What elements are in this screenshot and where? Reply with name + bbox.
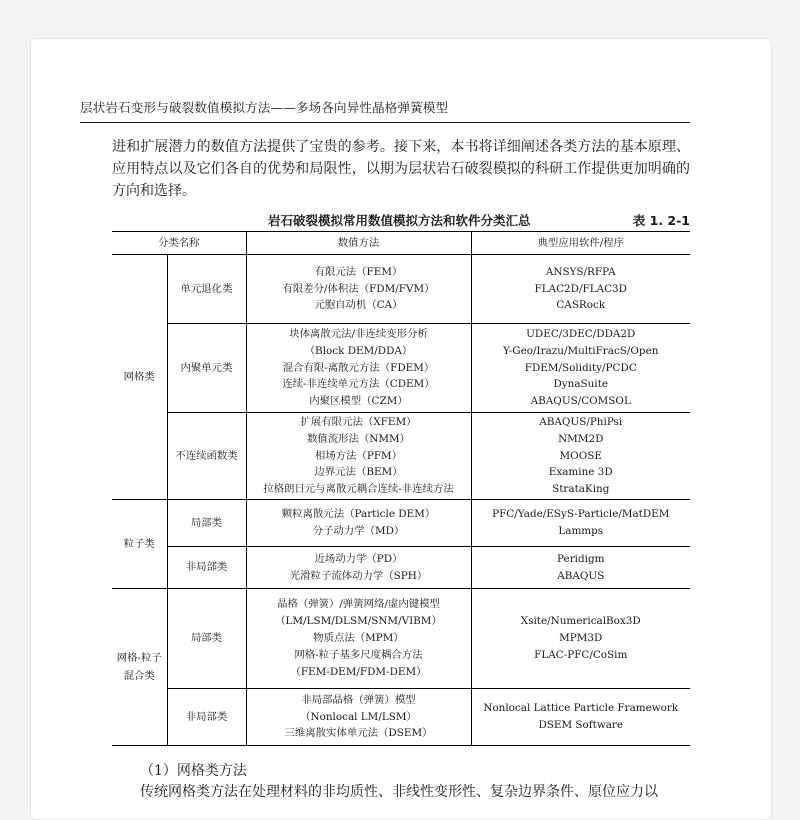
method-cell-line: （LM/LSM/DLSM/SNM/VIBM） xyxy=(275,615,442,628)
software-cell-line: DSEM Software xyxy=(538,719,624,731)
method-cell-line: 拉格朗日元与离散元耦合连续-非连续方法 xyxy=(263,483,454,496)
method-cell-line: 近场动力学（PD） xyxy=(314,552,403,565)
software-cell-line: DynaSuite xyxy=(553,378,609,391)
method-cell-line: 光滑粒子流体动力学（SPH） xyxy=(289,569,428,582)
software-cell-line: FLAC-PFC/CoSim xyxy=(534,648,628,661)
software-cell-line: FDEM/Solidity/PCDC xyxy=(524,361,637,374)
table-row xyxy=(112,500,690,547)
method-cell-line: 晶格（弹簧）/弹簧网络/虚内键模型 xyxy=(277,598,440,611)
body-paragraph-top: 进和扩展潜力的数值方法提供了宝贵的参考。接下来，本书将详细阐述各类方法的基本原理、应用特点以及它们各自的优势和局限性，以期为层状岩石破裂模拟的科研工作提供更加明确的方向和选择。 xyxy=(112,139,690,199)
method-cell-line: 混合有限-离散元方法（FDEM） xyxy=(282,361,435,374)
method-cell-line: 颗粒离散元法（Particle DEM） xyxy=(281,508,436,521)
sub-category-line: 局部类 xyxy=(190,632,223,645)
method-cell xyxy=(246,500,471,547)
software-cell-line: UDEC/3DEC/DDA2D xyxy=(526,327,636,340)
method-cell-line: 连续-非连续单元方法（CDEM） xyxy=(282,378,435,391)
method-cell xyxy=(246,589,471,689)
method-cell xyxy=(246,255,471,324)
software-cell xyxy=(471,413,690,500)
sub-category-line: 内聚单元类 xyxy=(180,361,233,374)
running-header: 层状岩石变形与破裂数值模拟方法——多场各向异性晶格弹簧模型 xyxy=(80,98,690,123)
software-cell-line: MOOSE xyxy=(559,449,602,462)
software-cell-line: Lammps xyxy=(558,525,604,537)
software-cell-line: ABAQUS/PhiPsi xyxy=(539,415,623,428)
software-cell xyxy=(471,500,690,547)
sub-category xyxy=(167,689,246,746)
method-cell xyxy=(246,689,471,746)
method-cell-line: （Block DEM/DDA） xyxy=(304,344,413,357)
method-cell xyxy=(246,413,471,500)
sub-category xyxy=(167,547,246,589)
method-cell xyxy=(246,547,471,589)
sub-category xyxy=(167,255,246,324)
sub-category-line: 非局部类 xyxy=(185,561,228,574)
major-category xyxy=(112,255,167,500)
software-cell-line: ABAQUS/COMSOL xyxy=(530,395,631,408)
table-number: 表 1. 2-1 xyxy=(632,213,690,228)
table-row xyxy=(112,413,690,500)
method-cell-line: 有限元法（FEM） xyxy=(314,265,403,278)
method-cell-line: 块体离散元法/非连续变形分析 xyxy=(289,327,428,340)
method-cell-line: 有限差分/体积法（FDM/FVM） xyxy=(282,282,435,295)
sub-category xyxy=(167,500,246,547)
method-cell-line: 分子动力学（MD） xyxy=(312,525,405,537)
method-cell-line: 三维离散实体单元法（DSEM） xyxy=(284,727,433,740)
major-category-line: 粒子类 xyxy=(123,538,155,550)
method-cell xyxy=(246,324,471,413)
sub-category xyxy=(167,413,246,500)
sub-category-line: 不连续函数类 xyxy=(175,449,238,462)
software-cell-line: Nonlocal Lattice Particle Framework xyxy=(483,702,679,715)
major-category-line: 网格类 xyxy=(123,371,155,383)
software-cell-line: StrataKing xyxy=(552,483,610,496)
table-row xyxy=(112,589,690,689)
software-cell-line: FLAC2D/FLAC3D xyxy=(534,282,627,295)
software-cell xyxy=(471,324,690,413)
method-cell-line: 网格-粒子基多尺度耦合方法 xyxy=(294,648,423,661)
header-category: 分类名称 xyxy=(112,232,246,255)
table-row xyxy=(112,255,690,324)
sub-category-line: 单元退化类 xyxy=(180,282,233,295)
software-cell-line: Y-Geo/Irazu/MultiFracS/Open xyxy=(503,344,659,357)
table-row xyxy=(112,324,690,413)
software-cell-line: MPM3D xyxy=(559,632,603,645)
method-cell-line: 数值流形法（NMM） xyxy=(306,432,411,445)
sub-category-line: 局部类 xyxy=(190,516,223,529)
major-category xyxy=(112,589,167,746)
software-cell-line: CASRock xyxy=(556,299,606,312)
method-cell-line: 非局部晶格（弹簧）模型 xyxy=(301,693,416,706)
software-cell xyxy=(471,255,690,324)
software-cell-line: ABAQUS xyxy=(557,569,605,582)
major-category xyxy=(112,500,167,589)
sub-category xyxy=(167,589,246,689)
section-heading: （1）网格类方法 xyxy=(140,763,247,779)
table-row xyxy=(112,547,690,589)
sub-category xyxy=(167,324,246,413)
software-cell xyxy=(471,589,690,689)
header-method: 数值方法 xyxy=(246,232,471,255)
software-cell-line: Peridigm xyxy=(557,552,605,565)
major-category-line: 混合类 xyxy=(123,670,155,682)
sub-category-line: 非局部类 xyxy=(185,710,228,723)
body-paragraph-bottom: 传统网格类方法在处理材料的非均质性、非线性变形性、复杂边界条件、原位应力以 xyxy=(140,784,658,800)
software-cell-line: Xsite/NumericalBox3D xyxy=(520,615,641,628)
table-header-row xyxy=(112,232,690,255)
software-cell-line: Examine 3D xyxy=(548,466,613,479)
software-cell-line: PFC/Yade/ESyS-Particle/MatDEM xyxy=(492,508,670,521)
software-cell xyxy=(471,689,690,746)
methods-table xyxy=(112,231,690,746)
table-title: 岩石破裂模拟常用数值模拟方法和软件分类汇总 xyxy=(268,213,531,228)
method-cell-line: 边界元法（BEM） xyxy=(314,466,403,479)
method-cell-line: （FEM-DEM/FDM-DEM） xyxy=(290,665,427,678)
method-cell-line: （Nonlocal LM/LSM） xyxy=(300,710,417,723)
table-row xyxy=(112,689,690,746)
method-cell-line: 扩展有限元法（XFEM） xyxy=(300,415,417,428)
major-category-line: 网格-粒子 xyxy=(116,652,162,664)
method-cell-line: 物质点法（MPM） xyxy=(313,632,404,645)
software-cell xyxy=(471,547,690,589)
header-software: 典型应用软件/程序 xyxy=(471,232,690,255)
software-cell-line: ANSYS/RFPA xyxy=(545,265,616,278)
software-cell-line: NMM2D xyxy=(558,432,604,445)
method-cell-line: 元胞自动机（CA） xyxy=(314,299,403,312)
method-cell-line: 内聚区模型（CZM） xyxy=(309,395,408,408)
method-cell-line: 相场方法（PFM） xyxy=(314,449,403,462)
